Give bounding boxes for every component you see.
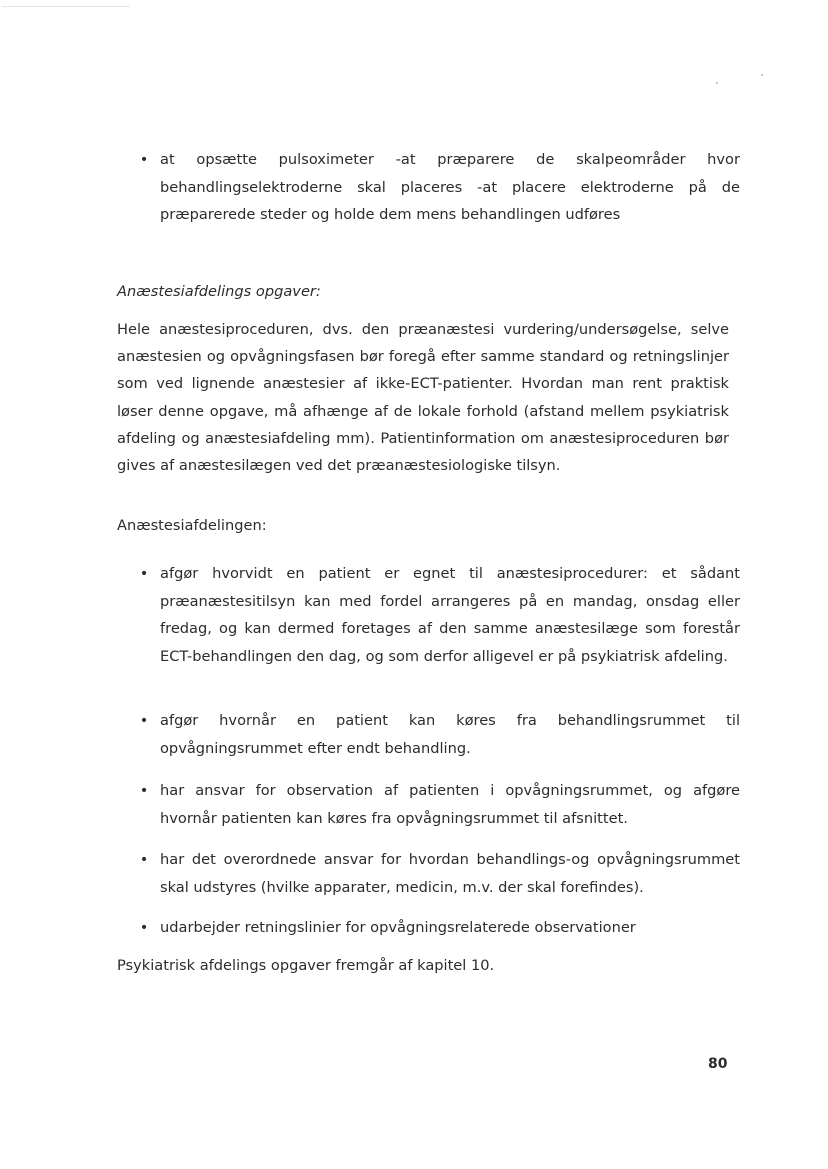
list-item [139,914,740,942]
closing-line: Psykiatrisk afdelings opgaver fremgår af kapitel 10. [117,957,495,974]
list-item-text: har det overordnede ansvar for hvordan behandlings-og opvågningsrummet skal udstyres (hvilke apparater, medicin, m.v. der skal forefindes). [160,851,740,896]
list-item [139,846,740,901]
bullet-icon: • [139,565,149,582]
bullet-icon: • [139,712,149,729]
list-item-text: har ansvar for observation af patienten i opvågningsrummet, og afgøre hvornår patienten kan køres fra opvågningsrummet til afsnittet. [160,782,740,827]
intro-paragraph: Hele anæstesiproceduren, dvs. den præanæstesi vurdering/undersøgelse, selve anæstesien og opvågningsfasen bør foregå efter samme standard og retningslinjer som ved lignende anæstesier af ikke-ECT-patienter. Hvordan man rent praktisk løser denne opgave, må afhænge af de lokale forhold (afstand mellem psykiatrisk afdeling og anæstesiafdeling mm). Patientinformation om anæstesiproceduren bør gives af anæstesilægen ved det præanæstesiologiske tilsyn. [117,321,729,475]
top-bullet-item [139,146,740,229]
top-bullet-text: at opsætte pulsoximeter -at præparere de skalpeområder hvor behandlingselektroderne skal placeres -at placere elektroderne på de præparerede steder og holde dem mens behandlingen udføres [160,151,740,223]
bullet-icon: • [139,851,149,868]
bullet-icon: • [139,782,149,799]
page-number: 80 [708,1056,728,1072]
list-item [139,560,740,670]
list-item-text: afgør hvorvidt en patient er egnet til anæstesiprocedurer: et sådant præanæstesitilsyn kan med fordel arrangeres på en mandag, onsdag eller fredag, og kan dermed foretages af den samme anæstesilæge som forestår ECT-behandlingen den dag, og som derfor alligevel er på psykiatrisk afdeling. [160,565,740,665]
scan-speck [716,82,718,84]
bullet-icon: • [139,919,149,936]
list-item-text: udarbejder retningslinier for opvågningsrelaterede observationer [160,919,636,936]
list-item [139,707,740,762]
list-item-text: afgør hvornår en patient kan køres fra behandlingsrummet til opvågningsrummet efter endt behandling. [160,712,740,757]
scan-edge-line [2,6,130,7]
scan-speck [761,74,763,76]
list-label: Anæstesiafdelingen: [117,517,267,534]
list-item [139,777,740,832]
bullet-icon: • [139,151,149,168]
section-heading: Anæstesiafdelings opgaver: [117,283,321,300]
